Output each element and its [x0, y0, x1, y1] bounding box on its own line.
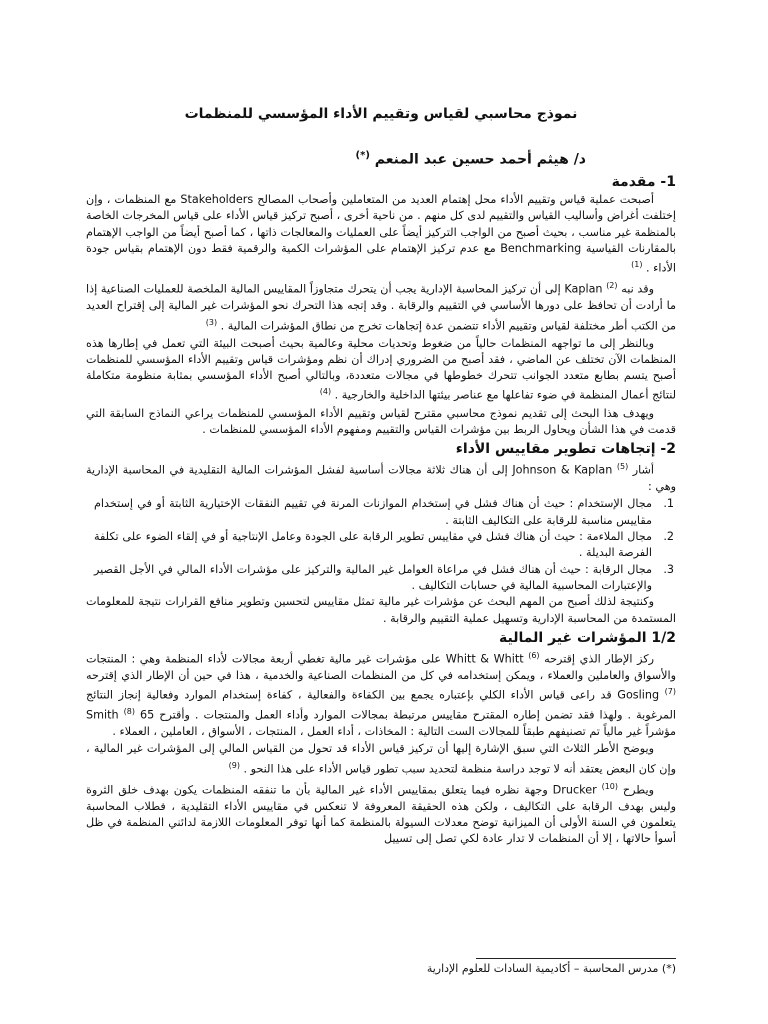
section-2-heading: 2- إتجاهات تطوير مقاييس الأداء: [455, 441, 676, 458]
reference-mark: (7): [664, 687, 676, 697]
section-2-1-heading: 1/2 المؤشرات غير المالية: [499, 629, 676, 646]
reference-mark: (8): [123, 707, 135, 717]
paragraph: وبالنظر إلى ما تواجهه المنظمات حالياً من ضغوط وتحديات محلية وعالمية بحيث أصبحت البيئة التي تعمل في إطارها هذه المنظمات الآن تختلف عن الماضي ، فقد أصبح من الضروري إدراك أن نظم ومؤشرات قياس وتقييم الأداء المؤسسي للمنظمات أصبح يتسم بطابع متعدد الجوانب تتحرك خطوطها في مجالات متعددة، وبالتالي أصبح الأداء المؤسسي بمثابة منظومة متكاملة لنتائج أعمال المنظمة في ضوء تفاعلها مع عناصر بيئتها الداخلية والخارجية . $^{(4)}$: [86, 336, 676, 403]
list-item: 1. مجال الإستخدام : حيث أن هناك فشل في إستخدام الموازنات المرنة في تقييم النفقات الإختيارية الثابتة أو في إستخدام مقاييس مناسبة للرقابة على التكاليف الثابتة .: [94, 497, 674, 527]
paragraph: وكنتيجة لذلك أصبح من المهم البحث عن مؤشرات غير مالية تمثل مقاييس لتحسين وتطوير منافع القرارات نتيجة للمعلومات المستمدة من المحاسبة الإدارية وتسهيل عملية التقييم والرقابة .: [86, 595, 676, 625]
body-text: [86, 172, 676, 849]
paragraph: ويطرح Drucker $^{(10)}$ وجهة نظره فيما يتعلق بمقاييس الأداء غير المالية بأن ما تنفقه المنظمات يكون بهدف خلق الثروة وليس بهدف الرقابة على التكاليف ، ولكن هذه الحقيقة المعروفة لا تنعكس في مقاييس الأداء التقليدية ، فطلاب المحاسبة يتعلمون في السنة الأولى أن الميزانية توضح معدلات السيولة بالمنظمة كما أنها توفر المعلومات اللازمة لدائني المنظمة في ظل أسوأ حالاتها ، إلا أن المنظمات لا تدار عادة لكي تصل إلى تسييل: [86, 781, 676, 846]
author-footnote-mark: (*): [355, 150, 370, 161]
list-item: 2. مجال الملاءمة : حيث أن هناك فشل في مقاييس تطوير الرقابة على الجودة وعامل الإنتاجية أو في إلقاء الضوء على تكلفة الفرصة البديلة .: [94, 530, 674, 560]
paragraph: ويهدف هذا البحث إلى تقديم نموذج محاسبي مقترح لقياس وتقييم الأداء المؤسسي للمنظمات يراعي النماذج السابقة التي قدمت في هذا الشأن ويحاول الربط بين مؤشرات القياس والتقييم ومفهوم الأداء المؤسسي للمنظمات .: [86, 406, 676, 436]
section-1-heading: 1- مقدمة: [611, 174, 676, 190]
reference-mark: (6): [528, 650, 540, 660]
paragraph: ويوضح الأطر الثلاث التي سبق الإشارة إليها أن تركيز قياس الأداء قد تحول من القياس المالي إلى المؤشرات غير المالية ، وإن كان البعض يعتقد أنه لا توجد دراسة منظمة لتحديد سبب تطور قياس الأداء على هذا النحو . $^{(9)}$: [86, 742, 676, 776]
reference-mark: (2): [606, 281, 618, 291]
paragraph: أصبحت عملية قياس وتقييم الأداء محل إهتمام العديد من المتعاملين وأصحاب المصالح Stakeholders مع المنظمات ، وإن إختلفت أغراض وأساليب القياس والتقييم لدى كل منهم . من ناحية أخرى ، أصبح تركيز قياس الأداء على قياس المخرجات الخاصة بالمنظمة غير مناسب ، بحيث أصبح من الواجب التركيز أيضاً على العمليات والمعالجات ذاتها ، كما أصبح أيضاً من الواجب الإهتمام بالمقارنات القياسية Benchmarking مع عدم تركيز الإهتمام على المؤشرات الكمية والرقمية فقط دون الإهتمام بقياس جودة الأداء . $^{(1)}$: [86, 193, 677, 275]
reference-mark: (10): [601, 781, 619, 791]
paragraph: أشار Johnson & Kaplan $^{(5)}$ إلى أن هناك ثلاثة مجالات أساسية لفشل المؤشرات المالية التقليدية في المحاسبة الإدارية وهي :: [86, 462, 676, 494]
paragraph: وقد نبه Kaplan $^{(2)}$ إلى أن تركيز المحاسبة الإدارية يجب أن يتحرك متجاوزاً المقاييس المالية الملخصة للعمليات الصناعية إذا ما أرادت أن تحافظ على دورها الأساسي في التقييم والرقابة . وقد إتجه هذا التحرك نحو المؤشرات غير المالية إلى إقتراح العديد من الكتب أطر مختلفة لقياس وتقييم الأداء تتضمن عدة إتجاهات تخرج من نطاق المؤشرات المالية . $^{(3)}$: [86, 281, 676, 333]
document-title: نموذج محاسبي لقياس وتقييم الأداء المؤسسي للمنظمات: [184, 106, 578, 122]
document-page: [86, 0, 676, 1024]
reference-mark: (1): [631, 260, 643, 270]
paragraph: ركز الإطار الذي إقترحه Whitt & Whitt $^{(6)}$ على مؤشرات غير مالية تغطي أربعة مجالات لأداء المنظمة وهي : المنتجات والأسواق والعاملين والعملاء ، ويمكن إستخدامه في كل من المنظمات الصناعية والخدمية ، هذا في حين أن الإطار الذي إقترحه Gosling $^{(7)}$ قد راعى قياس الأداء الكلي بإعتباره يجمع بين الكفاءة والفعالية ، كفاءة إستخدام الموارد وفعالية إنجاز النتائج المرغوبة . ولهذا فقد تضمن إطاره المقترح مقاييس مرتبطة بمجالات الموارد وأداء العمل والمنتجات . وأقترح Smith $^{(8)}$ 65 مؤشراً غير مالياً تم تصنيفهم طبقاً للمجالات الست التالية : المخاذات ، أداء العمل ، المنتجات ، الأسواق ، العاملين ، العملاء .: [86, 650, 677, 739]
footnote-mark: (*): [661, 962, 676, 975]
reference-mark: (9): [228, 760, 240, 770]
author-name: د/ هيثم أحمد حسين عبد المنعم: [374, 151, 586, 168]
footnote-divider: [476, 958, 676, 959]
reference-mark: (3): [205, 317, 218, 327]
failure-areas-list: [86, 496, 676, 594]
footnote-text: مدرس المحاسبة – أكاديمية السادات للعلوم الإدارية: [426, 962, 659, 975]
footnote: [427, 962, 676, 975]
reference-mark: (4): [319, 387, 332, 397]
reference-mark: (5): [616, 462, 629, 472]
list-item: 3. مجال الرقابة : حيث أن هناك فشل في مراعاة العوامل غير المالية والتركيز على مؤشرات الأداء المالي في الأجل القصير والإعتبارات المحاسبية المالية في حسابات التكاليف .: [94, 562, 674, 592]
author-line: [356, 150, 586, 168]
